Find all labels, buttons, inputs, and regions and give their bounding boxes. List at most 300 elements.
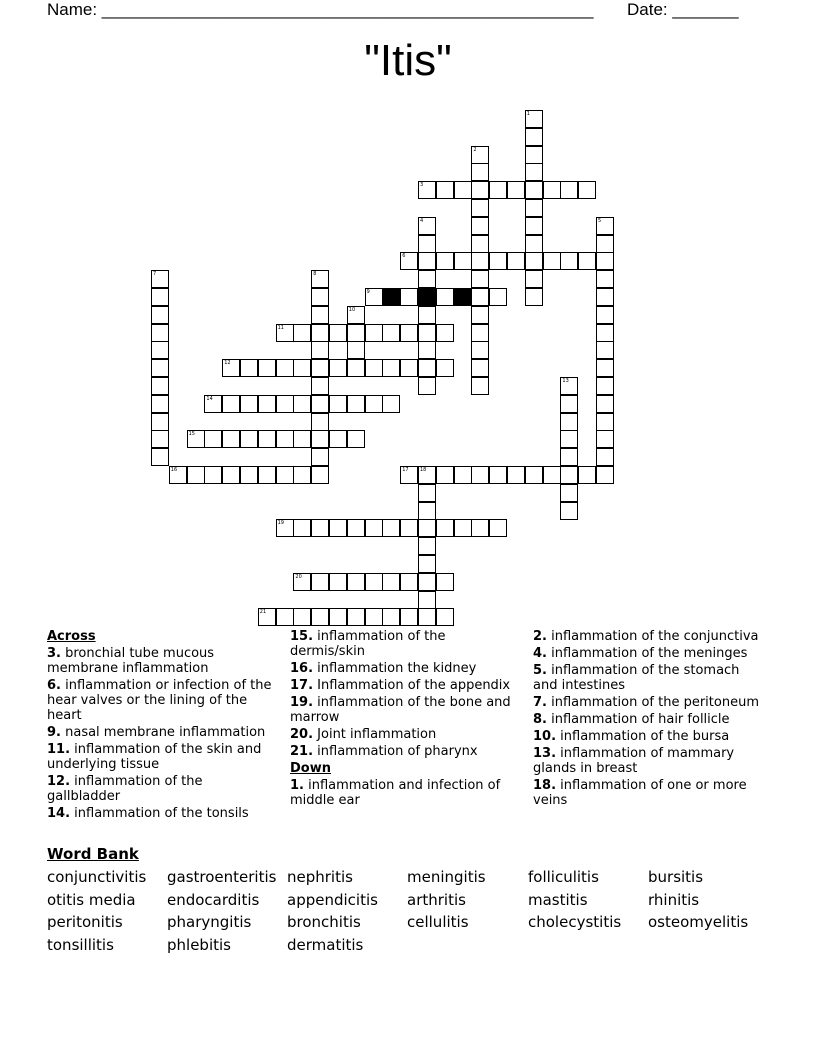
crossword-cell[interactable] (347, 608, 365, 626)
crossword-cell[interactable] (560, 181, 578, 199)
crossword-cell[interactable] (560, 466, 578, 484)
crossword-cell[interactable] (525, 199, 543, 217)
clue-text: nasal membrane inflammation (60, 725, 266, 740)
crossword-cell[interactable] (151, 270, 169, 288)
clue-text: inflammation the kidney (313, 661, 477, 676)
crossword-black-cell (382, 288, 400, 306)
crossword-cell[interactable] (471, 519, 489, 537)
crossword-cell[interactable] (365, 519, 383, 537)
crossword-cell[interactable] (418, 466, 436, 484)
clue-text: inflammation of the peritoneum (546, 695, 759, 710)
crossword-cell[interactable] (418, 359, 436, 377)
crossword-cell[interactable] (151, 288, 169, 306)
clue-number: 5 (598, 217, 602, 224)
crossword-cell[interactable] (311, 430, 329, 448)
crossword-cell[interactable] (311, 306, 329, 324)
crossword-cell[interactable] (382, 359, 400, 377)
crossword-cell[interactable] (436, 324, 454, 342)
clue-number: 8 (313, 271, 317, 278)
crossword-cell[interactable] (525, 181, 543, 199)
crossword-cell[interactable] (293, 324, 311, 342)
clue-number: 4 (420, 217, 424, 224)
crossword-cell[interactable] (418, 341, 436, 359)
crossword-cell[interactable] (454, 519, 472, 537)
crossword-cell[interactable] (329, 359, 347, 377)
crossword-cell[interactable] (418, 608, 436, 626)
crossword-cell[interactable] (489, 252, 507, 270)
crossword-cell[interactable] (471, 466, 489, 484)
crossword-cell[interactable] (311, 448, 329, 466)
clue-number-label: 11. (47, 742, 71, 757)
crossword-cell[interactable] (418, 519, 436, 537)
clue-number: 12 (224, 360, 231, 367)
crossword-cell[interactable] (596, 306, 614, 324)
crossword-cell[interactable] (525, 128, 543, 146)
word-bank-word: endocarditis (167, 890, 260, 909)
crossword-cell[interactable] (329, 324, 347, 342)
clue-item (290, 678, 522, 693)
crossword-cell[interactable] (525, 217, 543, 235)
crossword-cell[interactable] (560, 484, 578, 502)
crossword-cell[interactable] (596, 430, 614, 448)
crossword-cell[interactable] (489, 181, 507, 199)
clue-item (47, 806, 279, 821)
crossword-cell[interactable] (240, 395, 258, 413)
crossword-cell[interactable] (151, 377, 169, 395)
crossword-cell[interactable] (596, 466, 614, 484)
crossword-cell[interactable] (489, 519, 507, 537)
clue-number: 15 (188, 431, 195, 438)
word-bank-word: appendicitis (287, 890, 378, 909)
clue-number: 9 (366, 289, 370, 295)
crossword-cell[interactable] (382, 324, 400, 342)
clue-column-2 (290, 629, 522, 810)
clue-item (47, 742, 279, 772)
clue-number-label: 20. (290, 727, 314, 742)
crossword-cell[interactable] (525, 110, 543, 128)
crossword-cell[interactable] (400, 573, 418, 591)
crossword-cell[interactable] (418, 555, 436, 573)
clue-number: 17 (402, 467, 409, 473)
clue-number: 21 (259, 609, 267, 616)
crossword-cell[interactable] (258, 466, 276, 484)
clue-item (533, 663, 765, 693)
crossword-cell[interactable] (365, 608, 383, 626)
crossword-cell[interactable] (151, 395, 169, 413)
clue-text: inflammation or infection of the hear valves or the lining of the heart (47, 678, 272, 723)
crossword-cell[interactable] (596, 341, 614, 359)
crossword-cell[interactable] (151, 448, 169, 466)
crossword-cell[interactable] (418, 270, 436, 288)
clue-item (290, 727, 522, 742)
crossword-cell[interactable] (382, 608, 400, 626)
clue-number-label: 13. (533, 746, 557, 761)
crossword-cell[interactable] (329, 430, 347, 448)
crossword-cell[interactable] (507, 181, 525, 199)
crossword-cell[interactable] (436, 252, 454, 270)
crossword-cell[interactable] (418, 377, 436, 395)
clue-text: inflammation of the bone and marrow (290, 695, 511, 725)
crossword-cell[interactable] (489, 466, 507, 484)
clue-number-label: 21. (290, 744, 314, 759)
word-bank-word: peritonitis (47, 913, 123, 931)
crossword-cell[interactable] (436, 519, 454, 537)
crossword-black-cell (454, 288, 472, 306)
crossword-cell[interactable] (311, 288, 329, 306)
crossword-cell[interactable] (276, 430, 294, 448)
clue-item (533, 746, 765, 776)
crossword-cell[interactable] (365, 288, 383, 306)
clue-text: inflammation of pharynx (313, 744, 478, 759)
crossword-cell[interactable] (418, 235, 436, 253)
crossword-cell[interactable] (347, 395, 365, 413)
crossword-cell[interactable] (596, 359, 614, 377)
crossword-cell[interactable] (240, 430, 258, 448)
crossword-cell[interactable] (596, 235, 614, 253)
clue-number-label: 1. (290, 778, 304, 793)
clue-number-label: 4. (533, 646, 547, 661)
crossword-cell[interactable] (418, 573, 436, 591)
clue-number: 3 (420, 182, 424, 189)
crossword-cell[interactable] (258, 608, 276, 626)
clue-number-label: 7. (533, 695, 547, 710)
clue-text: inflammation of the tonsils (70, 806, 249, 821)
crossword-cell[interactable] (204, 466, 222, 484)
crossword-cell[interactable] (596, 395, 614, 413)
clue-number-label: 14. (47, 806, 71, 821)
crossword-cell[interactable] (382, 395, 400, 413)
crossword-cell[interactable] (293, 608, 311, 626)
crossword-cell[interactable] (596, 217, 614, 235)
crossword-cell[interactable] (151, 430, 169, 448)
clue-text: Joint inflammation (313, 727, 437, 742)
crossword-cell[interactable] (347, 306, 365, 324)
crossword-cell[interactable] (258, 430, 276, 448)
clue-item (533, 646, 765, 661)
crossword-cell[interactable] (222, 395, 240, 413)
crossword-cell[interactable] (471, 341, 489, 359)
crossword-cell[interactable] (329, 608, 347, 626)
crossword-cell[interactable] (151, 359, 169, 377)
clue-item (47, 678, 279, 723)
word-bank-word: pharyngitis (167, 913, 252, 931)
crossword-cell[interactable] (578, 252, 596, 270)
crossword-cell[interactable] (507, 466, 525, 484)
crossword-cell[interactable] (418, 181, 436, 199)
clue-item (533, 629, 765, 644)
crossword-cell[interactable] (560, 448, 578, 466)
crossword-cell[interactable] (436, 573, 454, 591)
clue-number-label: 15. (290, 629, 314, 644)
clue-text: inflammation of the gallbladder (47, 774, 203, 804)
crossword-cell[interactable] (543, 466, 561, 484)
clue-number-label: 8. (533, 712, 547, 727)
word-bank-word: osteomyelitis (648, 913, 749, 931)
crossword-cell[interactable] (454, 466, 472, 484)
crossword-cell[interactable] (418, 591, 436, 609)
crossword-cell[interactable] (596, 288, 614, 306)
clue-number-label: 6. (47, 678, 61, 693)
clue-item (290, 629, 522, 659)
word-bank-word: nephritis (287, 868, 353, 886)
crossword-cell[interactable] (311, 359, 329, 377)
clue-number-label: 2. (533, 629, 547, 644)
crossword-cell[interactable] (436, 608, 454, 626)
crossword-cell[interactable] (560, 430, 578, 448)
crossword-cell[interactable] (400, 288, 418, 306)
clue-number: 20 (295, 573, 302, 580)
crossword-cell[interactable] (204, 430, 222, 448)
crossword-cell[interactable] (471, 163, 489, 181)
crossword-cell[interactable] (418, 252, 436, 270)
crossword-cell[interactable] (276, 466, 294, 484)
clue-item (533, 729, 765, 744)
crossword-cell[interactable] (329, 519, 347, 537)
crossword-cell[interactable] (329, 395, 347, 413)
crossword-cell[interactable] (471, 306, 489, 324)
crossword-cell[interactable] (596, 270, 614, 288)
clue-item (533, 695, 765, 710)
clue-text: inflammation of the stomach and intestines (533, 663, 740, 693)
crossword-cell[interactable] (471, 359, 489, 377)
crossword-cell[interactable] (400, 324, 418, 342)
crossword-cell[interactable] (204, 395, 222, 413)
crossword-cell[interactable] (347, 341, 365, 359)
crossword-cell[interactable] (471, 181, 489, 199)
word-bank-word: mastitis (528, 890, 588, 909)
clue-text: inflammation of the skin and underlying tissue (47, 742, 262, 772)
word-bank-word: cholecystitis (528, 913, 622, 931)
crossword-cell[interactable] (400, 252, 418, 270)
crossword-cell[interactable] (311, 341, 329, 359)
clue-number-label: 18. (533, 778, 557, 793)
crossword-cell[interactable] (436, 359, 454, 377)
crossword-cell[interactable] (276, 395, 294, 413)
clue-item (47, 774, 279, 804)
crossword-cell[interactable] (596, 252, 614, 270)
crossword-cell[interactable] (276, 519, 294, 537)
crossword-cell[interactable] (454, 252, 472, 270)
crossword-cell[interactable] (525, 163, 543, 181)
crossword-cell[interactable] (471, 252, 489, 270)
word-bank-word: cellulitis (407, 913, 469, 931)
crossword-cell[interactable] (400, 608, 418, 626)
crossword-cell[interactable] (365, 573, 383, 591)
crossword-cell[interactable] (240, 359, 258, 377)
crossword-cell[interactable] (543, 252, 561, 270)
crossword-cell[interactable] (471, 146, 489, 164)
crossword-cell[interactable] (222, 430, 240, 448)
crossword-cell[interactable] (311, 395, 329, 413)
crossword-cell[interactable] (276, 324, 294, 342)
crossword-cell[interactable] (525, 288, 543, 306)
crossword-cell[interactable] (311, 573, 329, 591)
crossword-cell[interactable] (400, 359, 418, 377)
crossword-cell[interactable] (507, 252, 525, 270)
clue-item (290, 778, 522, 808)
word-bank-word: tonsillitis (47, 935, 114, 954)
crossword-cell[interactable] (560, 502, 578, 520)
crossword-cell[interactable] (578, 181, 596, 199)
crossword-cell[interactable] (311, 324, 329, 342)
crossword-cell[interactable] (525, 466, 543, 484)
crossword-cell[interactable] (311, 466, 329, 484)
crossword-cell[interactable] (258, 395, 276, 413)
crossword-cell[interactable] (311, 608, 329, 626)
crossword-cell[interactable] (560, 395, 578, 413)
crossword-cell[interactable] (471, 377, 489, 395)
word-bank-word: arthritis (407, 890, 466, 909)
word-bank-title: Word Bank (47, 845, 139, 863)
crossword-cell[interactable] (240, 466, 258, 484)
clue-text: inflammation of one or more veins (533, 778, 747, 808)
crossword-cell[interactable] (471, 270, 489, 288)
crossword-cell[interactable] (560, 413, 578, 431)
crossword-cell[interactable] (525, 235, 543, 253)
word-bank-word: conjunctivitis (47, 868, 147, 886)
crossword-cell[interactable] (525, 252, 543, 270)
clue-item (290, 661, 522, 676)
crossword-black-cell (418, 288, 436, 306)
clue-text: inflammation of the bursa (556, 729, 730, 744)
crossword-cell[interactable] (365, 324, 383, 342)
clue-item (47, 725, 279, 740)
clue-item (533, 778, 765, 808)
clue-number: 10 (348, 306, 356, 313)
word-bank-word: dermatitis (287, 935, 364, 954)
clue-number-label: 3. (47, 646, 61, 661)
down-heading: Down (290, 761, 331, 776)
crossword-cell[interactable] (151, 324, 169, 342)
clue-number: 1 (526, 111, 530, 117)
crossword-cell[interactable] (222, 466, 240, 484)
crossword-cell[interactable] (258, 359, 276, 377)
word-bank-word: folliculitis (528, 868, 599, 886)
crossword-cell[interactable] (293, 519, 311, 537)
name-field-label: Name: ____________________________________________________ (47, 0, 594, 19)
crossword-cell[interactable] (418, 537, 436, 555)
crossword-cell[interactable] (543, 181, 561, 199)
crossword-cell[interactable] (560, 377, 578, 395)
crossword-cell[interactable] (436, 181, 454, 199)
crossword-cell[interactable] (525, 270, 543, 288)
crossword-cell[interactable] (418, 324, 436, 342)
crossword-cell[interactable] (347, 324, 365, 342)
clue-number-label: 16. (290, 661, 314, 676)
clue-item (290, 695, 522, 725)
clue-number-label: 5. (533, 663, 547, 678)
crossword-cell[interactable] (418, 502, 436, 520)
crossword-cell[interactable] (365, 359, 383, 377)
clue-column-3 (533, 629, 765, 810)
clue-text: bronchial tube mucous membrane inflammation (47, 646, 215, 676)
crossword-cell[interactable] (347, 519, 365, 537)
crossword-cell[interactable] (347, 359, 365, 377)
crossword-cell[interactable] (293, 573, 311, 591)
crossword-cell[interactable] (293, 395, 311, 413)
clue-number: 19 (277, 520, 284, 527)
crossword-cell[interactable] (382, 573, 400, 591)
clue-number: 2 (473, 146, 477, 153)
clue-number: 13 (562, 378, 569, 384)
crossword-cell[interactable] (382, 519, 400, 537)
clue-text: inflammation and infection of middle ear (290, 778, 501, 808)
crossword-cell[interactable] (293, 359, 311, 377)
crossword-cell[interactable] (471, 324, 489, 342)
crossword-cell[interactable] (436, 288, 454, 306)
crossword-cell[interactable] (596, 377, 614, 395)
crossword-cell[interactable] (365, 395, 383, 413)
crossword-cell[interactable] (471, 199, 489, 217)
crossword-cell[interactable] (347, 430, 365, 448)
crossword-cell[interactable] (311, 413, 329, 431)
clue-text: inflammation of the meninges (546, 646, 748, 661)
word-bank-word: bronchitis (287, 913, 361, 931)
crossword-cell[interactable] (596, 324, 614, 342)
clue-column-1 (47, 629, 279, 823)
clue-text: inflammation of mammary glands in breast (533, 746, 735, 776)
crossword-cell[interactable] (489, 288, 507, 306)
clue-number: 6 (402, 253, 406, 260)
word-bank-word: phlebitis (167, 935, 231, 954)
crossword-cell[interactable] (151, 306, 169, 324)
crossword-cell[interactable] (187, 466, 205, 484)
crossword-cell[interactable] (454, 181, 472, 199)
word-bank-word: rhinitis (648, 890, 700, 909)
across-heading: Across (47, 629, 96, 644)
crossword-cell[interactable] (169, 466, 187, 484)
crossword-cell[interactable] (578, 466, 596, 484)
crossword-cell[interactable] (329, 573, 347, 591)
crossword-cell[interactable] (151, 413, 169, 431)
crossword-cell[interactable] (418, 217, 436, 235)
word-bank-word: gastroenteritis (167, 868, 277, 886)
word-bank-word: meningitis (407, 868, 486, 886)
crossword-cell[interactable] (311, 377, 329, 395)
crossword-cell[interactable] (347, 573, 365, 591)
crossword-cell[interactable] (560, 252, 578, 270)
crossword-cell[interactable] (471, 235, 489, 253)
crossword-cell[interactable] (471, 217, 489, 235)
crossword-cell[interactable] (525, 146, 543, 164)
puzzle-title: "Itis" (364, 36, 452, 85)
crossword-cell[interactable] (187, 430, 205, 448)
crossword-cell[interactable] (596, 413, 614, 431)
crossword-cell[interactable] (311, 270, 329, 288)
crossword-cell[interactable] (418, 484, 436, 502)
crossword-cell[interactable] (311, 519, 329, 537)
clue-number-label: 19. (290, 695, 314, 710)
clue-item (290, 744, 522, 759)
crossword-cell[interactable] (276, 608, 294, 626)
crossword-cell[interactable] (151, 341, 169, 359)
crossword-cell[interactable] (596, 448, 614, 466)
crossword-cell[interactable] (276, 359, 294, 377)
crossword-cell[interactable] (418, 306, 436, 324)
crossword-cell[interactable] (471, 288, 489, 306)
crossword-cell[interactable] (400, 466, 418, 484)
crossword-cell[interactable] (293, 466, 311, 484)
crossword-cell[interactable] (222, 359, 240, 377)
clue-text: inflammation of the conjunctiva (546, 629, 759, 644)
word-bank-word: otitis media (47, 890, 136, 909)
crossword-cell[interactable] (293, 430, 311, 448)
crossword-cell[interactable] (400, 519, 418, 537)
date-field-label: Date: _______ (627, 0, 739, 19)
word-bank-word: bursitis (648, 868, 704, 886)
clue-item (47, 646, 279, 676)
crossword-cell[interactable] (436, 466, 454, 484)
